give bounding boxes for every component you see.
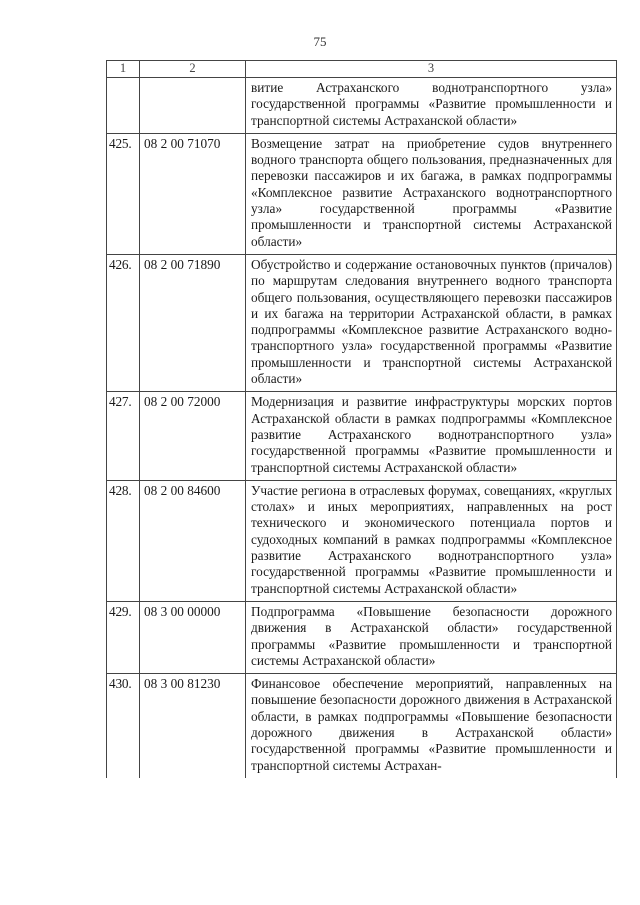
row-number (107, 78, 140, 134)
column-header-code: 2 (140, 61, 246, 78)
row-number: 426. (107, 254, 140, 391)
page-number: 75 (313, 34, 327, 49)
row-number: 430. (107, 674, 140, 778)
row-description: Финансовое обеспечение мероприятий, направленных на повышение безопасности дорожного движения в Астраханской области, в рамках подпрограммы «Повышение безопасности дорожного движения в Астраханской области» государственной программы «Развитие промышленности и транспортной системы Астрахан- (246, 674, 617, 778)
column-header-description: 3 (246, 61, 617, 78)
row-description: Обустройство и содержание остановочных пунктов (причалов) по маршрутам следования внутреннего водного транспорта общего пользования, осуществляющего перевозки пассажиров и их багажа на территории Астраханской области, в рамках подпрограммы «Комплексное развитие Астраханского воднотранспортного узла» государственной программы «Развитие промышленности и транспортной системы Астраханской области» (246, 254, 617, 391)
table-row (107, 254, 617, 391)
row-number: 428. (107, 480, 140, 601)
row-description: Модернизация и развитие инфраструктуры морских портов Астраханской области в рамках подпрограммы «Комплексное развитие Астраханского воднотранспортного узла» государственной программы «Развитие промышленности и транспортной системы Астраханской области» (246, 392, 617, 480)
row-code: 08 2 00 72000 (140, 392, 246, 480)
row-code: 08 3 00 81230 (140, 674, 246, 778)
row-code: 08 2 00 84600 (140, 480, 246, 601)
row-description: витие Астраханского воднотранспортного узла» государственной программы «Развитие промышленности и транспортной системы Астраханской области» (246, 78, 617, 134)
table-row (107, 392, 617, 480)
row-code: 08 2 00 71070 (140, 133, 246, 254)
table-row (107, 78, 617, 134)
table-header-row (107, 61, 617, 78)
row-description: Участие региона в отраслевых форумах, совещаниях, «круглых столах» и иных мероприятиях, направленных на рост технического и экономического потенциала портов и судоходных компаний в рамках подпрограммы «Комплексное развитие Астраханского воднотранспортного узла» государственной программы «Развитие промышленности и транспортной системы Астраханской области» (246, 480, 617, 601)
table-row (107, 674, 617, 778)
row-code: 08 3 00 00000 (140, 601, 246, 673)
row-code (140, 78, 246, 134)
budget-classification-table (106, 60, 617, 778)
table-row (107, 133, 617, 254)
table-row (107, 601, 617, 673)
row-code: 08 2 00 71890 (140, 254, 246, 391)
table-row (107, 480, 617, 601)
row-description: Подпрограмма «Повышение безопасности дорожного движения в Астраханской области» государственной программы «Развитие промышленности и транспортной системы Астраханской области» (246, 601, 617, 673)
row-number: 425. (107, 133, 140, 254)
row-number: 427. (107, 392, 140, 480)
row-number: 429. (107, 601, 140, 673)
column-header-number: 1 (107, 61, 140, 78)
row-description: Возмещение затрат на приобретение судов внутреннего водного транспорта общего пользования, предназначенных для перевозки пассажиров и их багажа, в рамках подпрограммы «Комплексное развитие Астраханского воднотранспортного узла» государственной программы «Развитие промышленности и транспортной системы Астраханской области» (246, 133, 617, 254)
